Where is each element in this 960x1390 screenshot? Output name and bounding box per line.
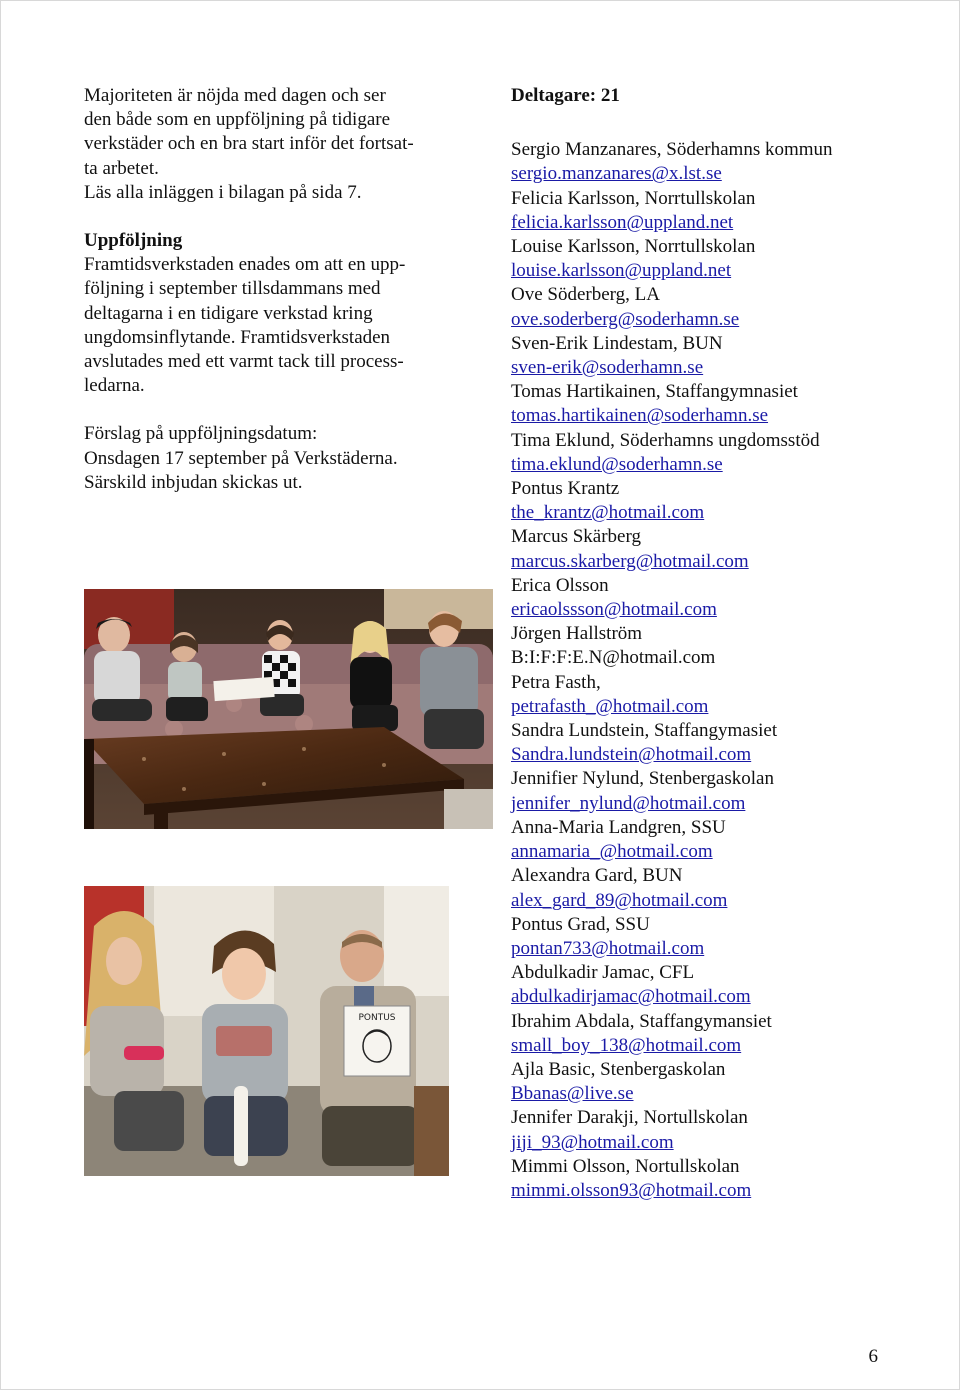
participant-email-link[interactable]: the_krantz@hotmail.com: [511, 502, 705, 524]
participant-email-link[interactable]: petrafasth_@hotmail.com: [511, 695, 709, 717]
participant-entry: [511, 574, 931, 622]
participant-name: Sven-Erik Lindestam, BUN: [511, 332, 723, 354]
participant-entry: [511, 913, 931, 961]
followup-line: deltagarna i en tidigare verkstad kring: [84, 302, 373, 324]
participant-entry: [511, 525, 931, 573]
participants-title: Deltagare: 21: [511, 85, 620, 106]
participant-email: B:I:F:F:E.N@hotmail.com: [511, 647, 716, 669]
proposal-line: Särskild inbjudan skickas ut.: [84, 471, 303, 493]
participants-column: [511, 84, 931, 1203]
participant-email-link[interactable]: jennifer_nylund@hotmail.com: [511, 792, 746, 814]
followup-line: avslutades med ett varmt tack till process-: [84, 351, 404, 373]
participant-name: Anna-Maria Landgren, SSU: [511, 816, 726, 838]
participant-entry: [511, 187, 931, 235]
sign-text: PONTUS: [358, 1013, 396, 1023]
participant-name: Abdulkadir Jamac, CFL: [511, 962, 695, 984]
followup-line: Framtidsverkstaden enades om att en upp-: [84, 254, 406, 276]
participant-email-link[interactable]: sergio.manzanares@x.lst.se: [511, 163, 722, 185]
proposal-line: Förslag på uppföljningsdatum:: [84, 423, 318, 445]
participant-entry: [511, 622, 931, 670]
participant-email-link[interactable]: alex_gard_89@hotmail.com: [511, 889, 728, 911]
participant-email-link[interactable]: Bbanas@live.se: [511, 1083, 634, 1105]
participant-name: Ove Söderberg, LA: [511, 284, 660, 306]
participant-name: Alexandra Gard, BUN: [511, 865, 683, 887]
followup-section: [84, 229, 464, 398]
participant-entry: [511, 235, 931, 283]
participant-entry: [511, 961, 931, 1009]
participant-name: Jennifer Darakji, Nortullskolan: [511, 1107, 748, 1129]
intro-paragraph: [84, 84, 464, 205]
participant-entry: [511, 1058, 931, 1106]
intro-line: Läs alla inläggen i bilagan på sida 7.: [84, 181, 362, 203]
group-sofa-photo: [84, 589, 493, 829]
participant-email-link[interactable]: tomas.hartikainen@soderhamn.se: [511, 405, 769, 427]
participant-name: Marcus Skärberg: [511, 526, 641, 548]
proposal-line: Onsdagen 17 september på Verkstäderna.: [84, 447, 398, 469]
intro-line: den både som en uppföljning på tidigare: [84, 109, 391, 131]
participant-name: Ibrahim Abdala, Staffangymansiet: [511, 1010, 772, 1032]
participant-email-link[interactable]: mimmi.olsson93@hotmail.com: [511, 1179, 752, 1201]
followup-line: ungdomsinflytande. Framtidsverkstaden: [84, 326, 391, 348]
participant-email-link[interactable]: ove.soderberg@soderhamn.se: [511, 308, 740, 330]
participant-email-link[interactable]: felicia.karlsson@uppland.net: [511, 211, 734, 233]
participant-entry: [511, 332, 931, 380]
participant-email-link[interactable]: ericaolssson@hotmail.com: [511, 599, 717, 621]
intro-line: Majoriteten är nöjda med dagen och ser: [84, 85, 386, 106]
participant-name: Pontus Krantz: [511, 478, 620, 500]
participant-email-link[interactable]: tima.eklund@soderhamn.se: [511, 453, 723, 475]
participant-email-link[interactable]: abdulkadirjamac@hotmail.com: [511, 986, 751, 1008]
participant-entry: [511, 380, 931, 428]
participant-name: Louise Karlsson, Norrtullskolan: [511, 236, 756, 258]
participant-entry: [511, 864, 931, 912]
followup-line: ledarna.: [84, 375, 145, 397]
participant-name: Sergio Manzanares, Söderhamns kommun: [511, 139, 833, 161]
followup-line: följning i september tillsdammans med: [84, 278, 381, 300]
participant-entry: [511, 1010, 931, 1058]
participant-email-link[interactable]: Sandra.lundstein@hotmail.com: [511, 744, 752, 766]
participant-list: [511, 138, 931, 1203]
participant-name: Jörgen Hallström: [511, 623, 643, 645]
participant-name: Sandra Lundstein, Staffangymasiet: [511, 720, 778, 742]
participant-name: Erica Olsson: [511, 574, 609, 596]
participant-name: Mimmi Olsson, Nortullskolan: [511, 1155, 740, 1177]
participant-entry: [511, 429, 931, 477]
participant-entry: [511, 767, 931, 815]
page-number: 6: [868, 1346, 878, 1367]
left-column: [84, 84, 464, 519]
participant-email-link[interactable]: marcus.skarberg@hotmail.com: [511, 550, 749, 572]
participant-name: Felicia Karlsson, Norrtullskolan: [511, 187, 756, 209]
followup-heading: Uppföljning: [84, 230, 183, 252]
participant-entry: [511, 671, 931, 719]
participant-entry: [511, 816, 931, 864]
participant-email-link[interactable]: pontan733@hotmail.com: [511, 937, 705, 959]
participant-name: Tima Eklund, Söderhamns ungdomsstöd: [511, 429, 820, 451]
intro-line: ta arbetet.: [84, 157, 159, 179]
participant-entry: [511, 283, 931, 331]
participant-name: Ajla Basic, Stenbergaskolan: [511, 1058, 726, 1080]
participant-email-link[interactable]: louise.karlsson@uppland.net: [511, 260, 732, 282]
seated-people-photo: [84, 886, 449, 1176]
participant-entry: [511, 138, 931, 186]
participant-email-link[interactable]: annamaria_@hotmail.com: [511, 841, 713, 863]
intro-line: verkstäder och en bra start inför det fortsat-: [84, 133, 414, 155]
participant-email-link[interactable]: sven-erik@soderhamn.se: [511, 357, 704, 379]
participant-name: Tomas Hartikainen, Staffangymnasiet: [511, 381, 798, 403]
participant-email-link[interactable]: jiji_93@hotmail.com: [511, 1131, 674, 1153]
participant-email-link[interactable]: small_boy_138@hotmail.com: [511, 1034, 742, 1056]
participant-name: Jennifier Nylund, Stenbergaskolan: [511, 768, 774, 790]
participant-entry: [511, 1155, 931, 1203]
participant-entry: [511, 719, 931, 767]
participant-name: Petra Fasth,: [511, 671, 601, 693]
proposal-section: [84, 422, 464, 495]
participant-entry: [511, 477, 931, 525]
participant-name: Pontus Grad, SSU: [511, 913, 650, 935]
participant-entry: [511, 1106, 931, 1154]
